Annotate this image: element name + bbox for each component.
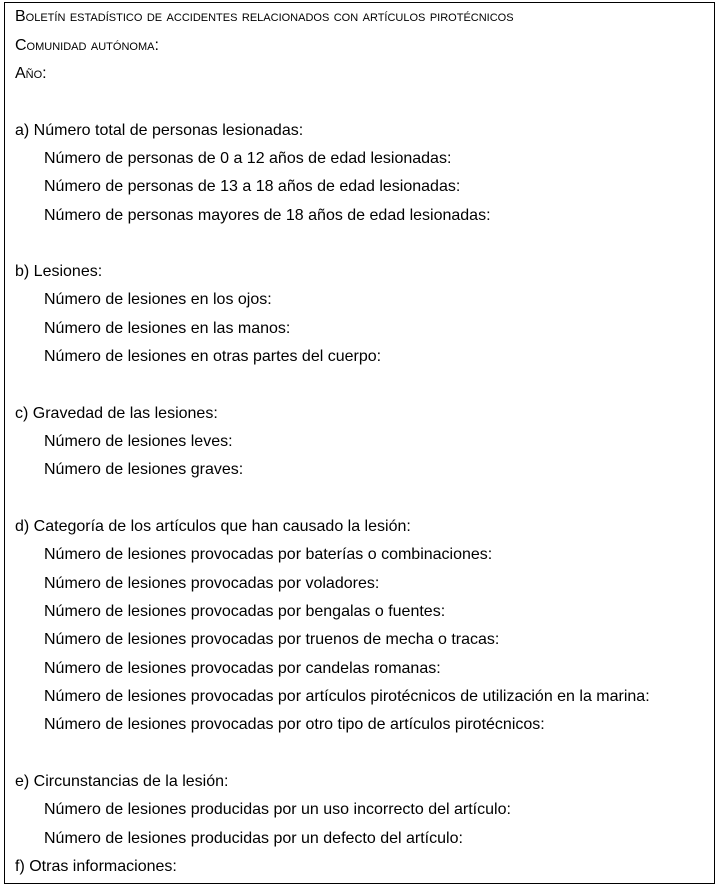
year-label: Año:	[15, 65, 47, 82]
section-c-item-1: Número de lesiones leves:	[44, 433, 233, 450]
section-e-item-2: Número de lesiones producidas por un defecto del artículo:	[44, 830, 463, 847]
form-title: Boletín estadístico de accidentes relacionados con artículos pirotécnicos	[15, 8, 514, 25]
section-b-item-2: Número de lesiones en las manos:	[44, 320, 291, 337]
form-container	[4, 2, 715, 884]
section-a-item-3: Número de personas mayores de 18 años de edad lesionadas:	[44, 207, 491, 224]
section-d-heading: d) Categoría de los artículos que han causado la lesión:	[15, 518, 411, 535]
section-d-item-3: Número de lesiones provocadas por bengalas o fuentes:	[44, 603, 446, 620]
section-d-item-5: Número de lesiones provocadas por candelas romanas:	[44, 660, 441, 677]
community-label: Comunidad autónoma:	[15, 37, 159, 54]
section-f-heading: f) Otras informaciones:	[15, 858, 177, 875]
section-e-heading: e) Circunstancias de la lesión:	[15, 773, 229, 790]
section-b-heading: b) Lesiones:	[15, 263, 103, 280]
section-d-item-7: Número de lesiones provocadas por otro tipo de artículos pirotécnicos:	[44, 716, 545, 733]
section-d-item-2: Número de lesiones provocadas por voladores:	[44, 575, 380, 592]
section-c-heading: c) Gravedad de las lesiones:	[15, 405, 218, 422]
section-e-item-1: Número de lesiones producidas por un uso incorrecto del artículo:	[44, 801, 511, 818]
section-a-heading: a) Número total de personas lesionadas:	[15, 122, 304, 139]
section-b-item-1: Número de lesiones en los ojos:	[44, 291, 272, 308]
section-c-item-2: Número de lesiones graves:	[44, 461, 244, 478]
section-d-item-6: Número de lesiones provocadas por artículos pirotécnicos de utilización en la marina:	[44, 688, 650, 705]
section-a-item-2: Número de personas de 13 a 18 años de edad lesionadas:	[44, 178, 461, 195]
section-d-item-4: Número de lesiones provocadas por truenos de mecha o tracas:	[44, 631, 500, 648]
section-b-item-3: Número de lesiones en otras partes del cuerpo:	[44, 348, 382, 365]
section-d-item-1: Número de lesiones provocadas por baterías o combinaciones:	[44, 546, 493, 563]
section-a-item-1: Número de personas de 0 a 12 años de edad lesionadas:	[44, 150, 452, 167]
